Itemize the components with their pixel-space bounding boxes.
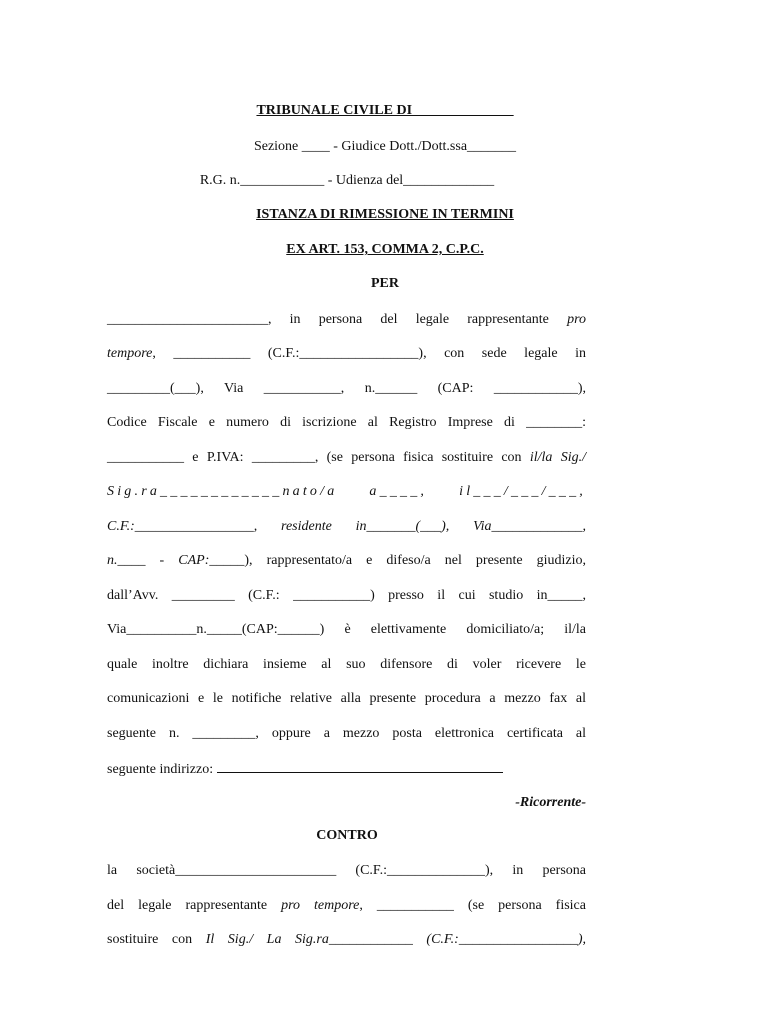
ricorrente-line-6: Sig.ra____________nato/a a____, il___/___/___,	[107, 484, 586, 499]
ricorrente-role-label: -Ricorrente-	[515, 795, 586, 810]
ricorrente-line-7: C.F.:_________________, residente in_______(___), Via_____________,	[107, 519, 586, 534]
ricorrente-line-3: _________(___), Via ___________, n.______ (CAP: ____________),	[107, 381, 586, 396]
section-judge-line: Sezione ____ - Giudice Dott./Dott.ssa_______	[253, 139, 517, 154]
contro-line-3: sostituire con Il Sig./ La Sig.ra____________ (C.F.:_________________),	[107, 932, 586, 947]
ricorrente-line-11: quale inoltre dichiara insieme al suo difensore di voler ricevere le	[107, 657, 586, 672]
document-subtitle: EX ART. 153, COMMA 2, C.P.C.	[286, 242, 484, 257]
court-heading: TRIBUNALE CIVILE DI ______________	[256, 103, 514, 118]
contro-heading: CONTRO	[316, 828, 378, 843]
ricorrente-line-1: _______________________, in persona del legale rappresentante pro	[107, 312, 586, 327]
court-name-blank: ______________	[415, 103, 514, 118]
contro-line-1: la società_______________________ (C.F.:______________), in persona	[107, 863, 586, 878]
document-title: ISTANZA DI RIMESSIONE IN TERMINI	[256, 207, 514, 222]
ricorrente-line-5: ___________ e P.IVA: _________, (se persona fisica sostituire con il/la Sig./	[107, 450, 586, 465]
ricorrente-line-8: n.____ - CAP:_____), rappresentato/a e difeso/a nel presente giudizio,	[107, 553, 586, 568]
ricorrente-line-13: seguente n. _________, oppure a mezzo posta elettronica certificata al	[107, 726, 586, 741]
ricorrente-line-10: Via__________n._____(CAP:______) è elettivamente domiciliato/a; il/la	[107, 622, 586, 637]
ricorrente-line-2: tempore, ___________ (C.F.:_________________), con sede legale in	[107, 346, 586, 361]
rg-hearing-line: R.G. n.____________ - Udienza del_____________	[199, 173, 495, 188]
contro-line-2: del legale rappresentante pro tempore, ___________ (se persona fisica	[107, 898, 586, 913]
ricorrente-line-9: dall’Avv. _________ (C.F.: ___________) presso il cui studio in_____,	[107, 588, 586, 603]
ricorrente-line-12: comunicazioni e le notifiche relative alla presente procedura a mezzo fax al	[107, 691, 586, 706]
per-heading: PER	[371, 276, 399, 291]
ricorrente-line-4: Codice Fiscale e numero di iscrizione al Registro Imprese di ________:	[107, 415, 586, 430]
pec-address-blank	[217, 759, 503, 773]
ricorrente-line-14: seguente indirizzo:	[107, 759, 586, 779]
